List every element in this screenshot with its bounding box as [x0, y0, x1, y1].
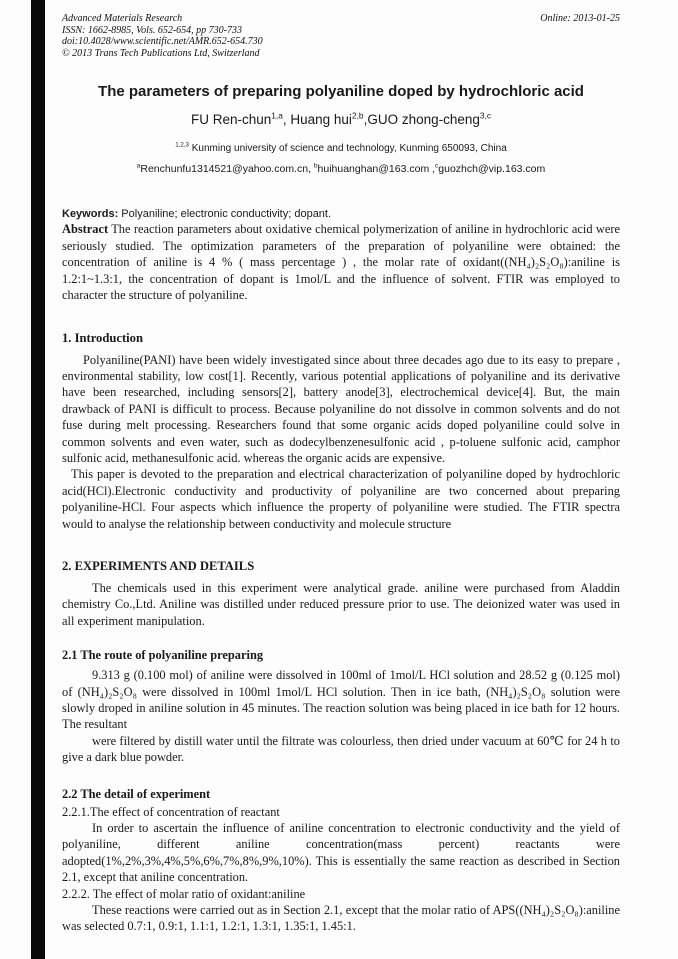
author-1-superscript: 1,a	[271, 110, 283, 121]
section-2-heading: 2. EXPERIMENTS AND DETAILS	[62, 558, 255, 573]
keywords-line	[62, 207, 620, 222]
keywords-label: Keywords:	[62, 207, 119, 220]
author-2-superscript: 2,b	[351, 110, 364, 121]
abstract-paragraph	[62, 221, 620, 303]
section-2-2-1-heading: 2.2.1.The effect of concentration of reactant	[62, 804, 280, 819]
reactant-effect-paragraph: In order to ascertain the influence of aniline concentration to electronic conductivity and the yield of polyaniline, different aniline concentration(mass percent) reactants were adopted(1%,2%,3%,4%,5%,6%,7%,8%,9%,10%). This is essentially the same reaction as described in Section 2.1, except that aniline concentration.	[62, 821, 620, 885]
affiliation-line	[62, 142, 620, 155]
author-3-name: ,GUO zhong-cheng	[363, 112, 480, 128]
emails-line	[62, 163, 620, 177]
author-1-name: FU Ren-chun	[190, 112, 272, 128]
paper-title: The parameters of preparing polyaniline doped by hydrochloric acid	[98, 83, 584, 101]
doi-line: doi:10.4028/www.scientific.net/AMR.652-654.730	[62, 36, 263, 48]
copyright-line: © 2013 Trans Tech Publications Ltd, Switzerland	[62, 47, 260, 59]
page-content	[62, 13, 620, 935]
abstract-text: The reaction parameters about oxidative chemical polymerization of aniline in hydrochloric acid were seriously studied. The optimization parameters of the preparation of polyaniline were obtained: the concentration of aniline is 4 % ( mass percentage ) , the molar rate of oxidant((NH₄)₂S₂O₈):aniline is 1.2:1~1.3:1, the concentration of dopant is 1mol/L and the influence of solvent. FTIR was employed to character the structure of polyaniline.	[62, 222, 620, 303]
email-1-superscript: a	[136, 162, 141, 170]
email-1-address: Renchunfu1314521@yahoo.com.cn,	[140, 163, 314, 175]
journal-header	[62, 13, 620, 59]
oxidant-ratio-paragraph: These reactions were carried out as in Section 2.1, except that the molar ratio of APS((NH₄)₂S₂O₈):aniline was selected 0.7:1, 0.9:1, 1.1:1, 1.2:1, 1.3:1, 1.35:1, 1.45:1.	[62, 903, 620, 934]
experiments-paragraph: The chemicals used in this experiment were analytical grade. aniline were purchased from Aladdin chemistry Co.,Ltd. Aniline was distilled under reduced pressure prior to use. The deionized water was used in all experiment manipulation.	[62, 580, 620, 628]
email-2-address: huihuanghan@163.com ,	[317, 163, 436, 175]
online-date: Online: 2013-01-25	[540, 13, 620, 24]
affiliation-superscript: 1,2,3	[175, 141, 189, 149]
scan-artifact-bar	[31, 0, 45, 959]
journal-name: Advanced Materials Research	[62, 13, 183, 24]
affiliation-text: Kunming university of science and technology, Kunming 650093, China	[188, 143, 507, 154]
route-paragraph-1: 9.313 g (0.100 mol) of aniline were dissolved in 100ml of 1mol/L HCl solution and 28.52 g (0.125 mol) of (NH₄)₂S₂O₈ were dissolved in 100ml 1mol/L HCl solution. Then in ice bath, (NH₄)₂S₂O₈ solution were slowly droped in aniline solution in 45 minutes. The reaction solution was being placed in ice bath for 12 hours. The resultant	[62, 668, 620, 732]
author-2-name: , Huang hui	[282, 112, 352, 128]
section-2-2-heading: 2.2 The detail of experiment	[62, 786, 211, 801]
header-top-row	[62, 13, 620, 25]
keywords-text: Polyaniline; electronic conductivity; dopant.	[118, 207, 332, 220]
email-3-superscript: c	[435, 162, 439, 170]
section-1-heading: 1. Introduction	[62, 330, 143, 345]
author-3-superscript: 3,c	[479, 110, 492, 121]
email-2-superscript: b	[313, 162, 318, 170]
section-2-2-2-heading: 2.2.2. The effect of molar ratio of oxidant:aniline	[62, 886, 306, 901]
authors-line	[62, 112, 620, 129]
email-3-address: guozhch@vip.163.com	[438, 163, 546, 175]
intro-paragraph-1: Polyaniline(PANI) have been widely investigated since about three decades ago due to its easy to prepare , environmental stability, low cost[1]. Recently, various potential applications of polyaniline and its derivative have been researched, including sensors[2], battery anode[3], electrochemical device[4]. But, the main drawback of PANI is difficult to process. Because polyaniline do not dissolve in common solvents and do not fuse during melt processing. Researchers found that some organic acids doped polyaniline could solve in common solvents and even water, such as dodecylbenzenesulfonic acid , p-toluene sulfonic acid, camphor sulfonic acid, methanesulfonic acid. whereas the organic acids are expensive.	[62, 352, 620, 465]
abstract-label: Abstract	[62, 222, 109, 237]
issn-line: ISSN: 1662-8985, Vols. 652-654, pp 730-733	[62, 24, 242, 36]
route-paragraph-2: were filtered by distill water until the filtrate was colourless, then dried under vacuum at 60℃ for 24 h to give a dark blue powder.	[62, 733, 620, 765]
section-2-1-heading: 2.1 The route of polyaniline preparing	[62, 648, 264, 663]
intro-paragraph-2: This paper is devoted to the preparation and electrical characterization of polyaniline doped by hydrochloric acid(HCl).Electronic conductivity and productivity of polyaniline are two concerned about preparing polyaniline-HCl. Four aspects which influence the property of polyaniline were studied. The FTIR spectra would to analyse the relationship between conductivity and molecule structure	[62, 467, 620, 531]
